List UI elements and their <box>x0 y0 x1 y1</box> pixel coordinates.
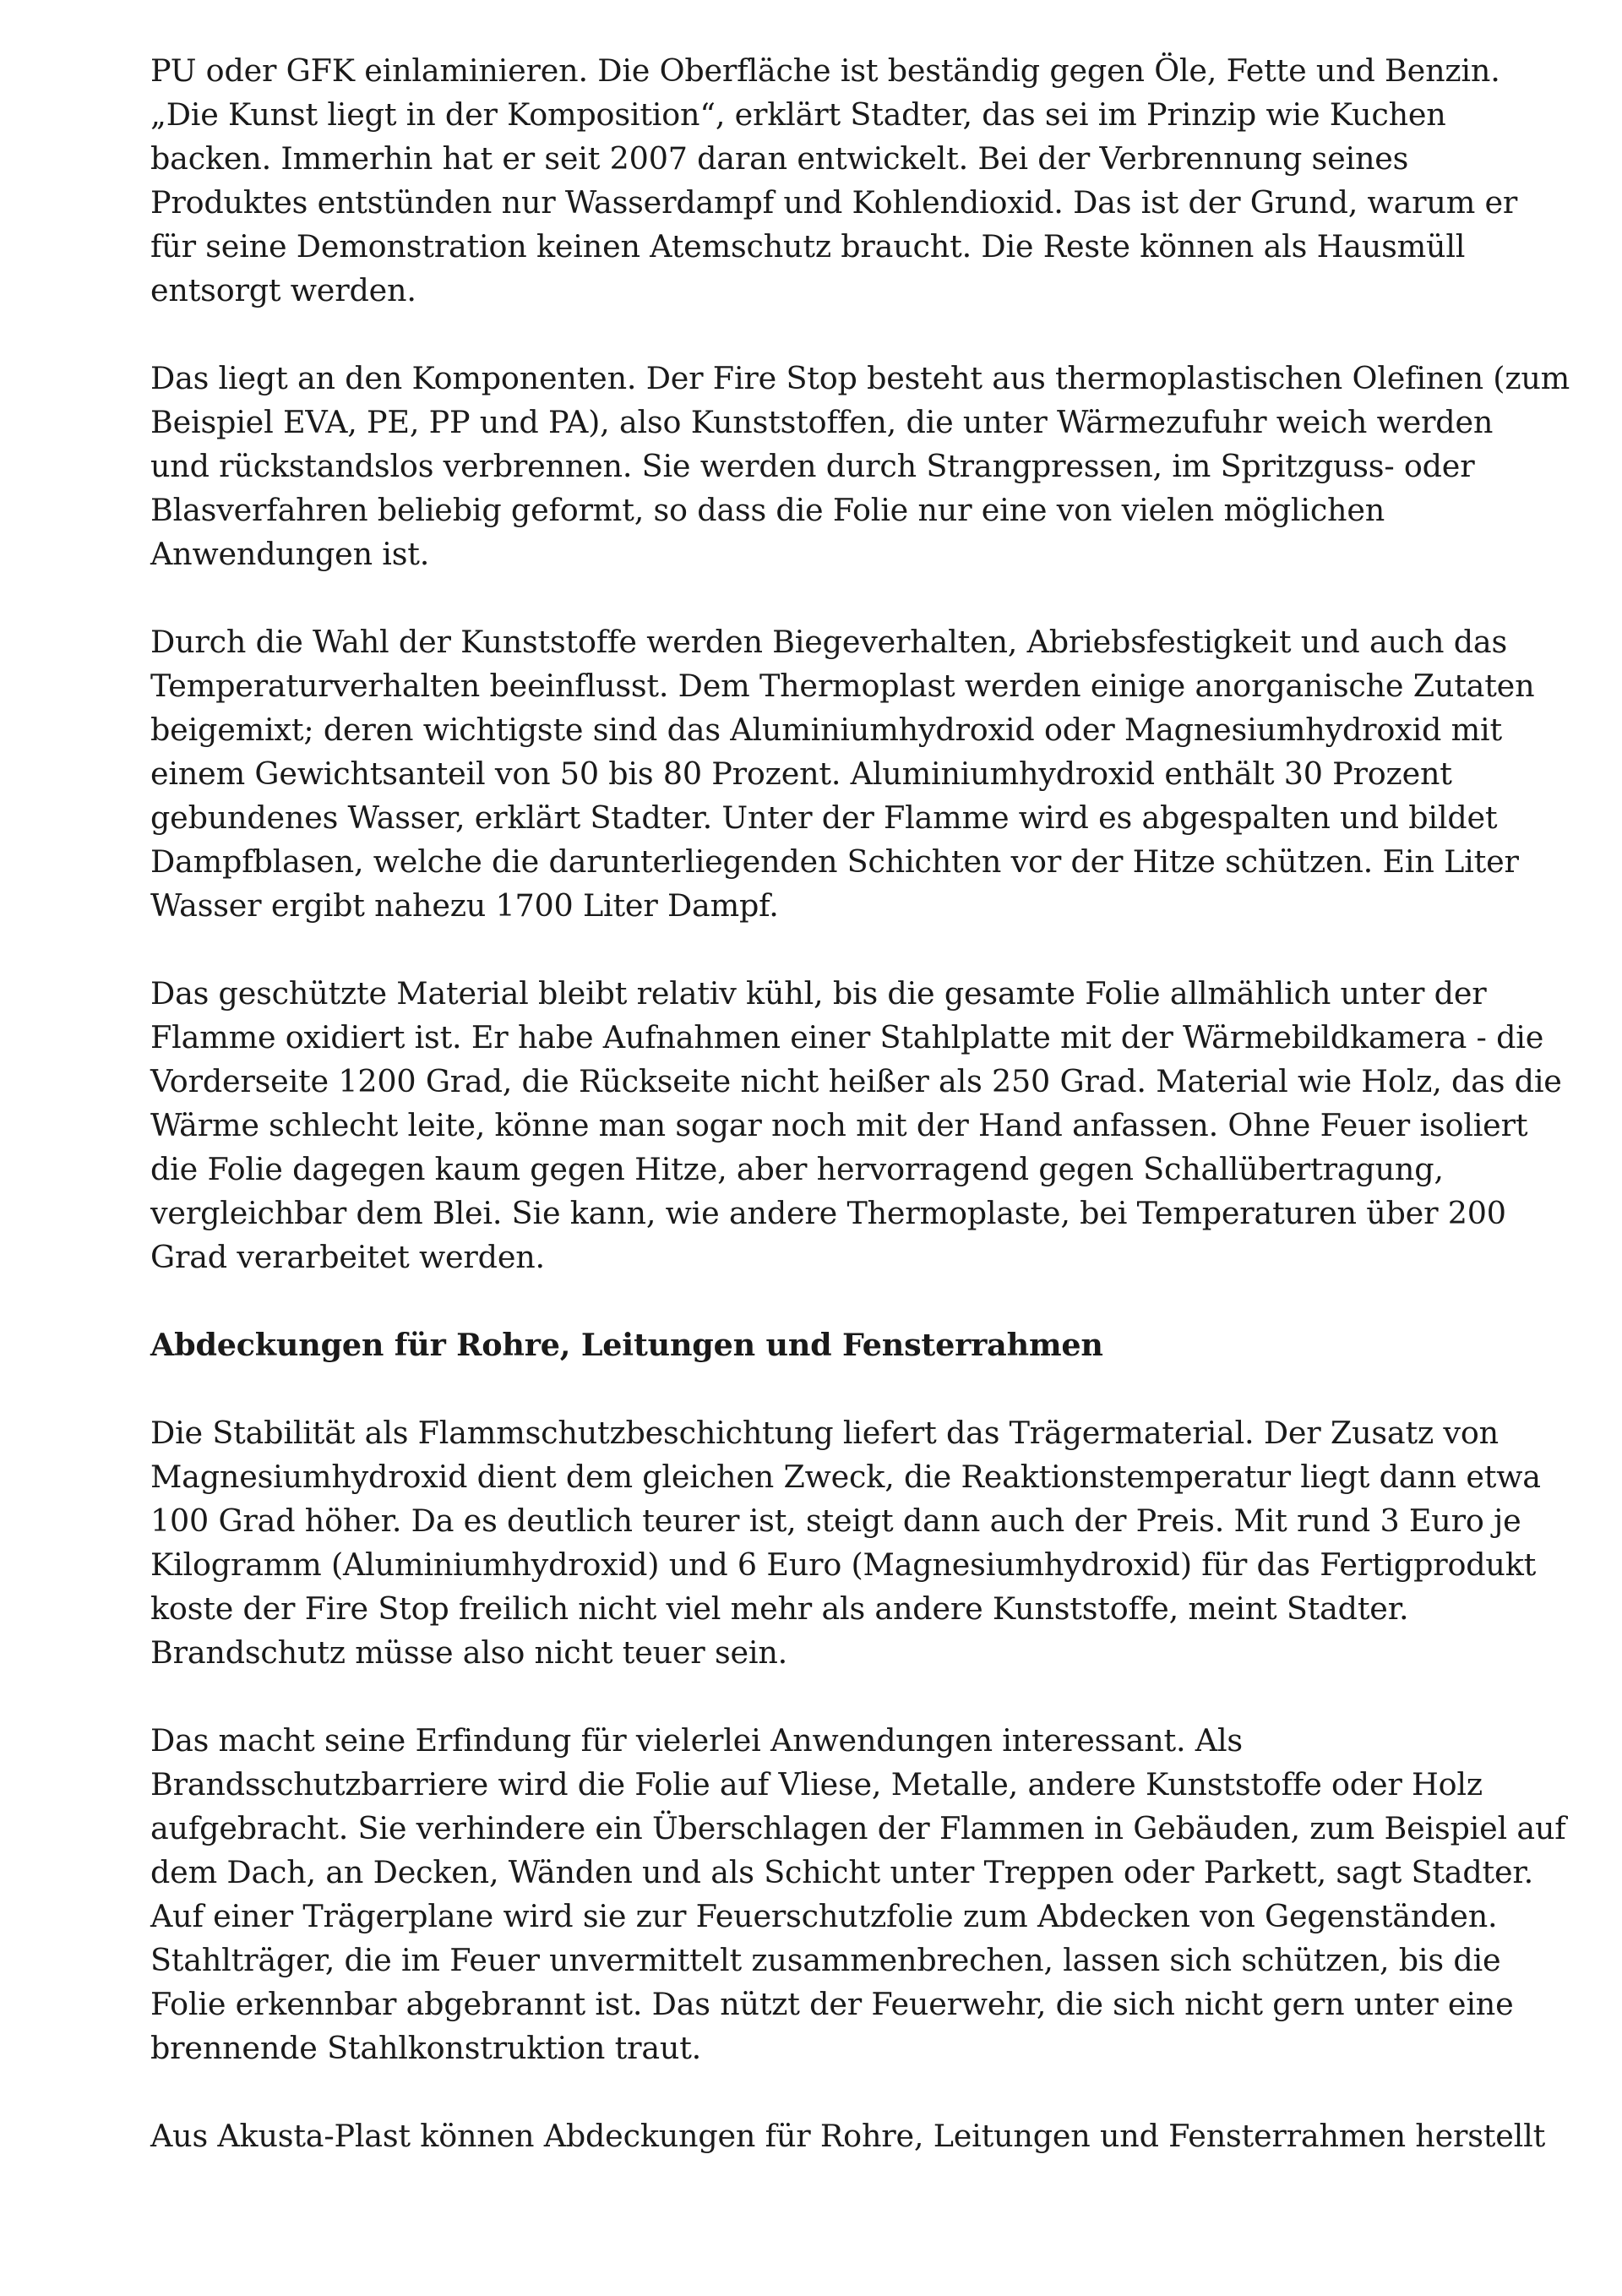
text-line: Temperaturverhalten beeinflusst. Dem Thermoplast werden einige anorganische Zutaten <box>150 668 1535 704</box>
text-line: Das liegt an den Komponenten. Der Fire Stop besteht aus thermoplastischen Olefinen (zum <box>150 360 1570 396</box>
text-line: aufgebracht. Sie verhindere ein Überschlagen der Flammen in Gebäuden, zum Beispiel auf <box>150 1810 1566 1846</box>
text-line: Das macht seine Erfindung für vielerlei Anwendungen interessant. Als <box>150 1722 1243 1759</box>
paragraph <box>150 357 1570 576</box>
text-line: für seine Demonstration keinen Atemschutz braucht. Die Reste können als Hausmüll <box>150 228 1466 265</box>
text-line: Stahlträger, die im Feuer unvermittelt zusammenbrechen, lassen sich schützen, bis die <box>150 1942 1501 1978</box>
text-line: 100 Grad höher. Da es deutlich teurer ist, steigt dann auch der Preis. Mit rund 3 Euro je <box>150 1502 1521 1539</box>
text-line: „Die Kunst liegt in der Komposition“, erklärt Stadter, das sei im Prinzip wie Kuchen <box>150 96 1446 133</box>
text-line: Anwendungen ist. <box>150 536 430 572</box>
text-line: Magnesiumhydroxid dient dem gleichen Zweck, die Reaktionstemperatur liegt dann etwa <box>150 1459 1541 1495</box>
text-line: Brandsschutzbarriere wird die Folie auf Vliese, Metalle, andere Kunststoffe oder Holz <box>150 1766 1483 1802</box>
text-line: Grad verarbeitet werden. <box>150 1239 545 1275</box>
text-line: Folie erkennbar abgebrannt ist. Das nützt der Feuerwehr, die sich nicht gern unter eine <box>150 1986 1514 2022</box>
text-line: Die Stabilität als Flammschutzbeschichtung liefert das Trägermaterial. Der Zusatz von <box>150 1415 1499 1451</box>
text-line: Das geschützte Material bleibt relativ kühl, bis die gesamte Folie allmählich unter der <box>150 975 1487 1012</box>
text-line: entsorgt werden. <box>150 272 416 308</box>
paragraph <box>150 1719 1566 2070</box>
section-heading: Abdeckungen für Rohre, Leitungen und Fensterrahmen <box>150 1327 1103 1363</box>
text-line: Wärme schlecht leite, könne man sogar noch mit der Hand anfassen. Ohne Feuer isoliert <box>150 1107 1528 1143</box>
text-line: gebundenes Wasser, erklärt Stadter. Unter der Flamme wird es abgespalten und bildet <box>150 799 1498 836</box>
text-line: Auf einer Trägerplane wird sie zur Feuerschutzfolie zum Abdecken von Gegenständen. <box>150 1898 1498 1934</box>
text-line: und rückstandslos verbrennen. Sie werden durch Strangpressen, im Spritzguss- oder <box>150 448 1475 484</box>
text-line: Kilogramm (Aluminiumhydroxid) und 6 Euro (Magnesiumhydroxid) für das Fertigprodukt <box>150 1546 1537 1583</box>
text-line: brennende Stahlkonstruktion traut. <box>150 2030 702 2066</box>
paragraph <box>150 620 1535 928</box>
document-page <box>150 49 1570 2202</box>
text-line: beigemixt; deren wichtigste sind das Aluminiumhydroxid oder Magnesiumhydroxid mit <box>150 712 1502 748</box>
text-line: vergleichbar dem Blei. Sie kann, wie andere Thermoplaste, bei Temperaturen über 200 <box>150 1195 1506 1231</box>
text-line: Blasverfahren beliebig geformt, so dass die Folie nur eine von vielen möglichen <box>150 492 1385 528</box>
text-line: Vorderseite 1200 Grad, die Rückseite nicht heißer als 250 Grad. Material wie Holz, das die <box>150 1063 1562 1099</box>
text-line: Brandschutz müsse also nicht teuer sein. <box>150 1634 788 1671</box>
paragraph <box>150 49 1518 313</box>
text-line: Produktes entstünden nur Wasserdampf und Kohlendioxid. Das ist der Grund, warum er <box>150 184 1518 221</box>
text-line: Aus Akusta-Plast können Abdeckungen für Rohre, Leitungen und Fensterrahmen herstellt <box>150 2118 1546 2154</box>
paragraph <box>150 972 1562 1279</box>
text-line: Wasser ergibt nahezu 1700 Liter Dampf. <box>150 887 779 924</box>
text-line: die Folie dagegen kaum gegen Hitze, aber hervorragend gegen Schallübertragung, <box>150 1151 1444 1187</box>
text-line: koste der Fire Stop freilich nicht viel mehr als andere Kunststoffe, meint Stadter. <box>150 1590 1409 1627</box>
text-line: Flamme oxidiert ist. Er habe Aufnahmen einer Stahlplatte mit der Wärmebildkamera - die <box>150 1019 1544 1055</box>
text-line: Beispiel EVA, PE, PP und PA), also Kunststoffen, die unter Wärmezufuhr weich werden <box>150 404 1494 440</box>
paragraph <box>150 2114 1546 2158</box>
text-line: dem Dach, an Decken, Wänden und als Schicht unter Treppen oder Parkett, sagt Stadter. <box>150 1854 1534 1890</box>
text-line: Dampfblasen, welche die darunterliegenden Schichten vor der Hitze schützen. Ein Liter <box>150 843 1519 880</box>
paragraph <box>150 1411 1541 1675</box>
text-line: backen. Immerhin hat er seit 2007 daran entwickelt. Bei der Verbrennung seines <box>150 140 1409 177</box>
text-line: PU oder GFK einlaminieren. Die Oberfläche ist beständig gegen Öle, Fette und Benzin. <box>150 52 1500 89</box>
text-line: Durch die Wahl der Kunststoffe werden Biegeverhalten, Abriebsfestigkeit und auch das <box>150 624 1508 660</box>
text-line: einem Gewichtsanteil von 50 bis 80 Prozent. Aluminiumhydroxid enthält 30 Prozent <box>150 755 1452 792</box>
